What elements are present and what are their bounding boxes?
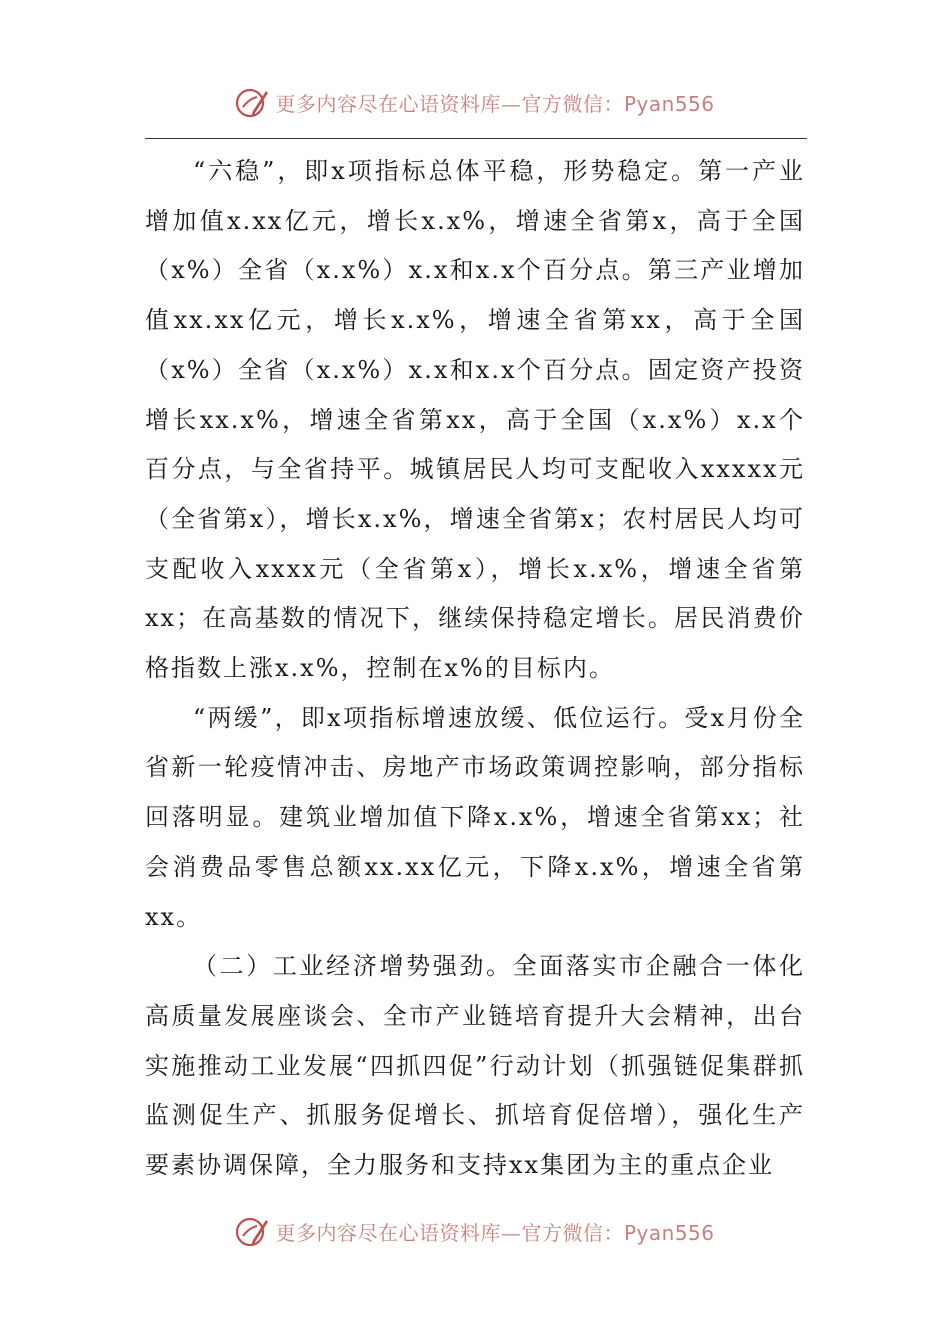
footer-banner xyxy=(0,1211,950,1251)
pen-logo-icon xyxy=(235,85,269,119)
header-divider xyxy=(145,138,807,139)
header-banner-text: 更多内容尽在心语资料库—官方微信：Pyan556 xyxy=(275,91,715,116)
header-wechat-id: Pyan556 xyxy=(623,91,715,116)
paragraph-six-stable: “六稳”，即x项指标总体平稳，形势稳定。第一产业增加值x.xx亿元，增长x.x%，增速全省第x，高于全国（x%）全省（x.x%）x.x和x.x个百分点。第三产业增加值xx.xx亿元，增长x.x%，增速全省第xx，高于全国（x%）全省（x.x%）x.x和x.x个百分点。固定资产投资增长xx.x%，增速全省第xx，高于全国（x.x%）x.x个百分点，与全省持平。城镇居民人均可支配收入xxxxx元（全省第x），增长x.x%，增速全省第x；农村居民人均可支配收入xxxx元（全省第x），增长x.x%，增速全省第xx；在高基数的情况下，继续保持稳定增长。居民消费价格指数上涨x.x%，控制在x%的目标内。 xyxy=(145,157,805,683)
document-body xyxy=(145,147,805,1191)
paragraph-two-slow: “两缓”，即x项指标增速放缓、低位运行。受x月份全省新一轮疫情冲击、房地产市场政策调控影响，部分指标回落明显。建筑业增加值下降x.x%，增速全省第xx；社会消费品零售总额xx.xx亿元，下降x.x%，增速全省第xx。 xyxy=(145,703,805,931)
pen-logo-icon xyxy=(235,1214,269,1248)
footer-wechat-id: Pyan556 xyxy=(623,1220,715,1245)
paragraph-industrial-economy: （二）工业经济增势强劲。全面落实市企融合一体化高质量发展座谈会、全市产业链培育提升大会精神，出台实施推动工业发展“四抓四促”行动计划（抓强链促集群抓监测促生产、抓服务促增长、抓培育促倍增），强化生产要素协调保障，全力服务和支持xx集团为主的重点企业 xyxy=(145,952,805,1180)
footer-banner-text: 更多内容尽在心语资料库—官方微信：Pyan556 xyxy=(275,1220,715,1245)
header-banner xyxy=(0,82,950,122)
